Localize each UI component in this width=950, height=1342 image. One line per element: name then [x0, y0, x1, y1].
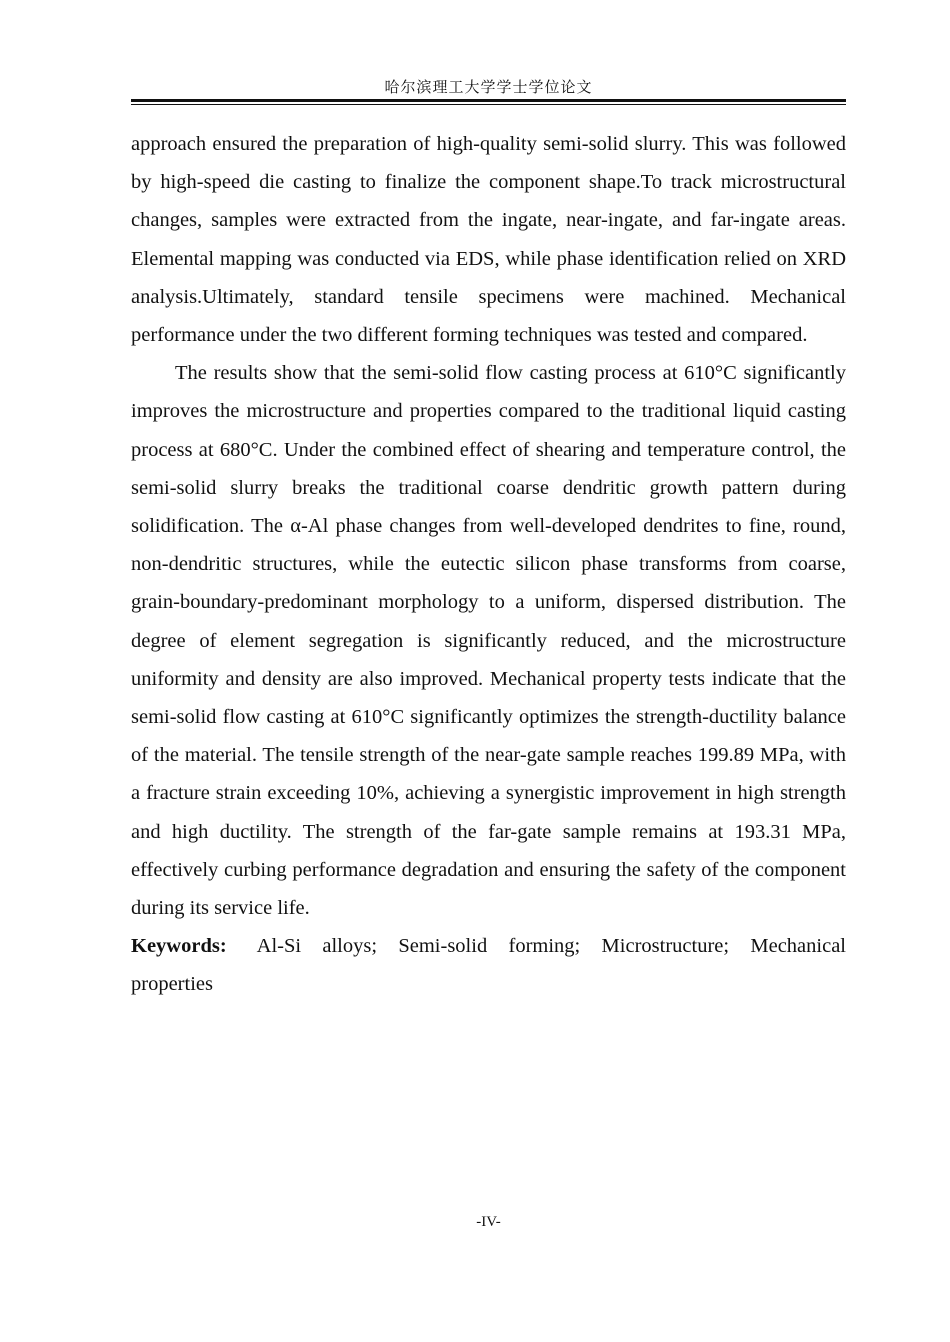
- page-number: -IV-: [476, 1214, 501, 1230]
- header-rule-thin: [131, 104, 846, 105]
- paragraph-continuation: approach ensured the preparation of high-quality semi-solid slurry. This was followed by high-speed die casting to finalize the component shape.To track microstructural changes, samples were extracted from the ingate, near-ingate, and far-ingate areas. Elemental mapping was conducted via EDS, while phase identification relied on XRD analysis.Ultimately, standard tensile specimens were machined. Mechanical performance under the two different forming techniques was tested and compared.: [131, 133, 846, 347]
- paragraph-results: The results show that the semi-solid flow casting process at 610°C significantly improves the microstructure and properties compared to the traditional liquid casting process at 680°C. Under the combined effect of shearing and temperature control, the semi-solid slurry breaks the traditional coarse dendritic growth pattern during solidification. The α-Al phase changes from well-developed dendrites to fine, round, non-dendritic structures, while the eutectic silicon phase transforms from coarse, grain-boundary-predominant morphology to a uniform, dispersed distribution. The degree of element segregation is significantly reduced, and the microstructure uniformity and density are also improved. Mechanical property tests indicate that the semi-solid flow casting at 610°C significantly optimizes the strength-ductility balance of the material. The tensile strength of the near-gate sample reaches 199.89 MPa, with a fracture strain exceeding 10%, achieving a synergistic improvement in high strength and high ductility. The strength of the far-gate sample remains at 193.31 MPa, effectively curbing performance degradation and ensuring the safety of the component during its service life.: [131, 362, 846, 920]
- running-header: 哈尔滨理工大学学士学位论文: [384, 80, 593, 96]
- keywords-text: Al-Si alloys; Semi-solid forming; Microstructure; Mechanical properties: [131, 935, 846, 996]
- keywords-label: Keywords:: [131, 935, 227, 958]
- header-rule-thick: [131, 99, 846, 102]
- page-body: [131, 125, 846, 1004]
- keywords-line: [131, 927, 846, 1003]
